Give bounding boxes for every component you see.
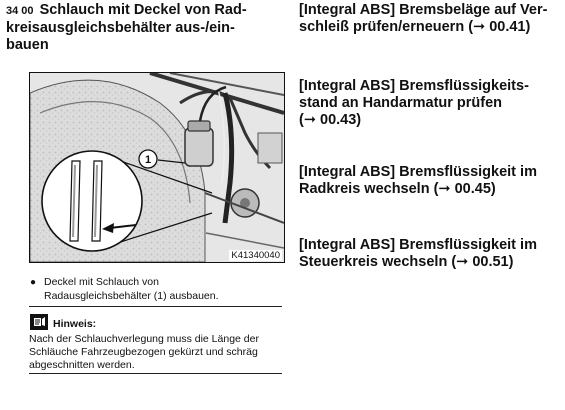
note-icon — [30, 314, 48, 330]
hint-divider-top — [29, 306, 282, 307]
figure-id: K41340040 — [231, 250, 280, 261]
reference-line: Radkreis wechseln (➞ 00.45) — [299, 181, 496, 197]
reference-link-brake-pads[interactable] — [299, 2, 561, 36]
procedure-figure — [29, 72, 285, 263]
section-title-line-1 — [6, 2, 281, 20]
hint-text-line-1: Nach der Schlauchverlegung muss die Länge der — [29, 333, 259, 345]
section-title — [6, 2, 281, 54]
hint-text-line-2: Schläuche Fahrzeugbezogen gekürzt und schräg — [29, 346, 258, 358]
figure-callout: 1 — [144, 154, 152, 166]
bullet-icon: ● — [30, 277, 37, 288]
hint-divider-bottom — [29, 373, 282, 374]
reference-line: [Integral ABS] Bremsflüssigkeit im — [299, 164, 537, 180]
reference-line: [Integral ABS] Bremsflüssigkeit im — [299, 237, 537, 253]
reference-line: (➞ 00.43) — [299, 112, 362, 128]
section-number: 34 00 — [6, 5, 34, 17]
reference-line: Steuerkreis wechseln (➞ 00.51) — [299, 254, 514, 270]
reference-line: [Integral ABS] Bremsflüssigkeits- — [299, 78, 529, 94]
step-text-line-2: Radausgleichsbehälter (1) ausbauen. — [44, 290, 219, 302]
reference-line: schleiß prüfen/erneuern (➞ 00.41) — [299, 19, 531, 35]
reference-line: stand an Handarmatur prüfen — [299, 95, 503, 111]
section-title-line-3: bauen — [6, 37, 49, 53]
reference-line: [Integral ABS] Bremsbeläge auf Ver- — [299, 2, 548, 18]
reference-link-control-circuit[interactable] — [299, 237, 561, 271]
figure-illustration — [30, 73, 284, 262]
reference-link-fluid-level[interactable] — [299, 78, 561, 129]
section-title-line-2: kreisausgleichsbehälter aus-/ein- — [6, 20, 235, 36]
hint-text — [29, 333, 284, 372]
section-title-text-1: Schlauch mit Deckel von Rad- — [39, 2, 247, 18]
hint-title: Hinweis: — [53, 318, 97, 330]
step-text — [44, 275, 284, 303]
reference-link-wheel-circuit[interactable] — [299, 164, 561, 198]
hint-text-line-3: abgeschnitten werden. — [29, 359, 135, 371]
step-text-line-1: Deckel mit Schlauch von — [44, 276, 159, 288]
